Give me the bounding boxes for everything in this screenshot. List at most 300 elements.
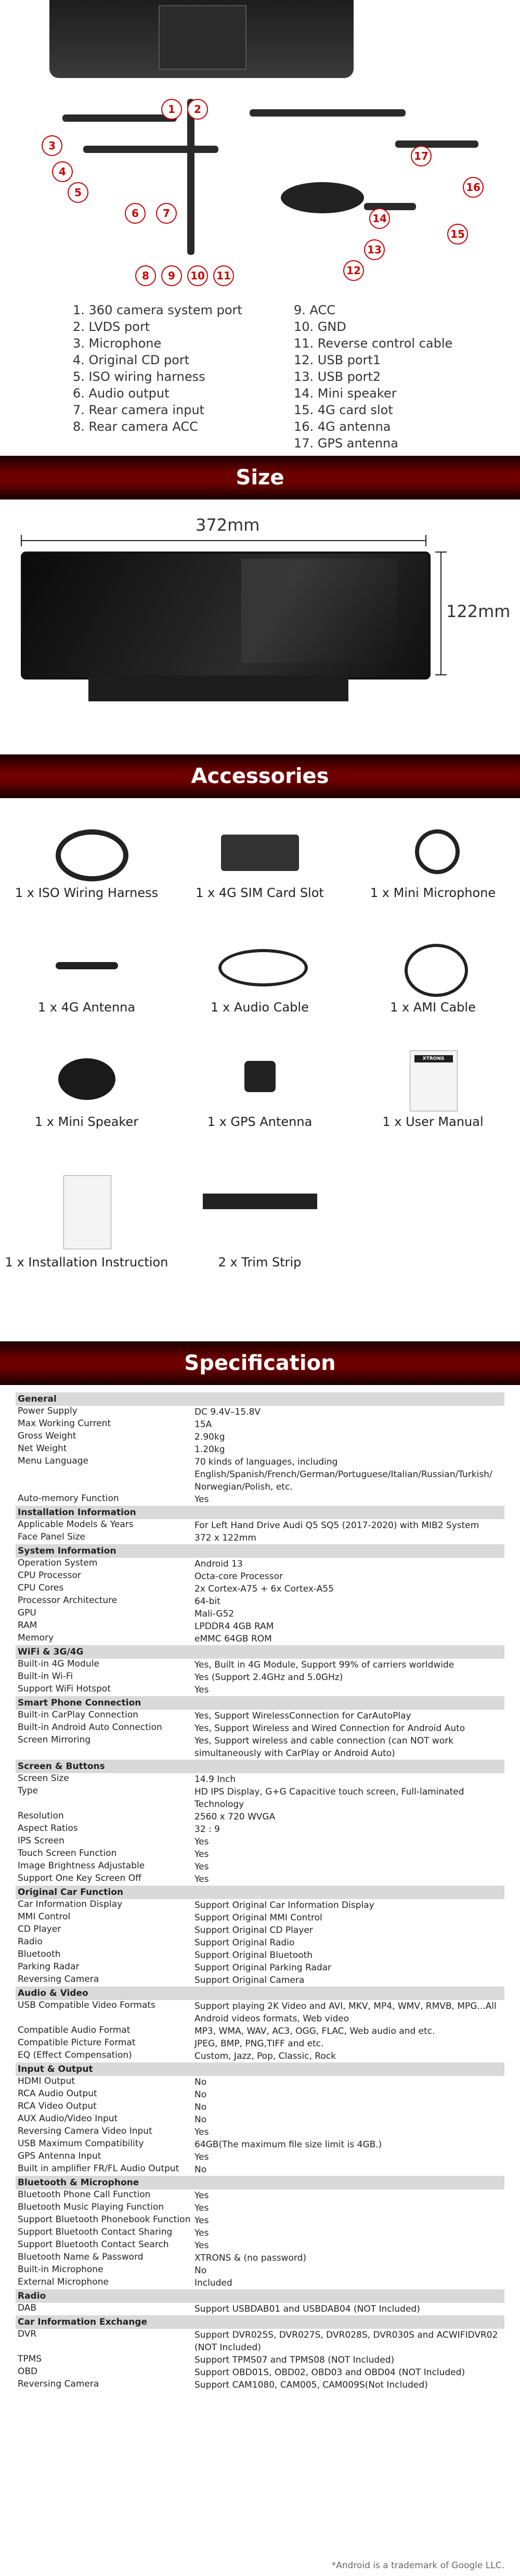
spec-row	[16, 2239, 504, 2252]
spec-category-row	[16, 1760, 504, 1773]
spec-value: 64GB(The maximum file size limit is 4GB.)	[194, 2139, 382, 2150]
port-item: 11. Reverse control cable	[294, 336, 453, 351]
spec-value: Yes	[194, 1874, 209, 1885]
spec-value: eMMC 64GB ROM	[194, 1634, 272, 1644]
port-item: 15. 4G card slot	[294, 403, 393, 417]
spec-key: Compatible Picture Format	[18, 2037, 136, 2048]
spec-value: Android 13	[194, 1559, 243, 1569]
cable-line	[83, 146, 218, 153]
spec-category-title: Screen & Buttons	[18, 1761, 105, 1772]
mini-speaker-shape	[281, 182, 364, 213]
port-item: 8. Rear camera ACC	[73, 419, 198, 434]
spec-row	[16, 1456, 504, 1493]
trim-strip-icon	[203, 1194, 317, 1209]
spec-row	[16, 2037, 504, 2050]
spec-key: Parking Radar	[18, 1962, 80, 1972]
spec-row	[16, 2025, 504, 2037]
spec-category-row	[16, 2289, 504, 2303]
port-item: 3. Microphone	[73, 336, 162, 351]
spec-category-title: Original Car Function	[18, 1887, 124, 1898]
spec-key: RCA Audio Output	[18, 2088, 97, 2099]
spec-value: Yes	[194, 2152, 209, 2162]
spec-row	[16, 2126, 504, 2138]
spec-key: Applicable Models & Years	[18, 1519, 134, 1530]
spec-key: Bluetooth Phone Call Function	[18, 2189, 151, 2200]
spec-value: 2560 x 720 WVGA	[194, 1812, 276, 1822]
spec-row	[16, 2366, 504, 2379]
spec-value: Yes, Support Wireless and Wired Connection for Android Auto	[194, 1723, 465, 1734]
spec-key: Built-in 4G Module	[18, 1659, 99, 1669]
spec-value: Yes	[194, 1837, 209, 1847]
spec-category-title: System Information	[18, 1546, 116, 1556]
spec-key: Bluetooth Music Playing Function	[18, 2202, 164, 2212]
spec-value: Support Original Bluetooth	[194, 1950, 313, 1960]
audio-cable-icon	[218, 949, 308, 986]
spec-row	[16, 1962, 504, 1974]
spec-key: Support One Key Screen Off	[18, 1873, 141, 1883]
size-section	[0, 499, 520, 754]
spec-row	[16, 1949, 504, 1962]
spec-row	[16, 2113, 504, 2126]
spec-category-row	[16, 1987, 504, 2000]
port-list-left	[73, 302, 242, 435]
spec-key: Operation System	[18, 1558, 98, 1568]
spec-row	[16, 1937, 504, 1949]
port-list-right	[294, 302, 452, 452]
spec-row	[16, 1558, 504, 1570]
microphone-icon	[415, 829, 460, 874]
spec-key: Reversing Camera Video Input	[18, 2126, 152, 2136]
spec-value: Octa-core Processor	[194, 1571, 283, 1582]
spec-row	[16, 1924, 504, 1937]
port-marker-13: 13	[364, 239, 385, 260]
spec-value: Yes, Support WirelessConnection for CarAutoPlay	[194, 1711, 411, 1721]
spec-key: GPS Antenna Input	[18, 2151, 101, 2161]
spec-row	[16, 2088, 504, 2101]
spec-row	[16, 1873, 504, 1886]
spec-key: EQ (Effect Compensation)	[18, 2050, 132, 2060]
port-item: 16. 4G antenna	[294, 419, 391, 434]
spec-category-row	[16, 2176, 504, 2189]
port-marker-3: 3	[42, 135, 62, 156]
cable-line	[250, 109, 406, 117]
cable-line	[364, 203, 416, 210]
spec-key: RAM	[18, 1620, 37, 1631]
spec-row	[16, 1823, 504, 1836]
spec-key: Built-in Wi-Fi	[18, 1671, 73, 1682]
spec-value: No	[194, 2114, 207, 2125]
accessory-iso-harness	[0, 819, 173, 900]
port-marker-16: 16	[463, 177, 484, 198]
spec-row	[16, 2138, 504, 2151]
spec-category-title: Radio	[18, 2291, 46, 2301]
spec-value: Yes (Support 2.4GHz and 5.0GHz)	[194, 1672, 343, 1683]
spec-category-title: Input & Output	[18, 2064, 93, 2074]
cable-line	[62, 114, 177, 122]
spec-value: Support CAM1080, CAM005, CAM009S(Not Included)	[194, 2380, 428, 2390]
cable-line	[187, 99, 194, 255]
port-item: 14. Mini speaker	[294, 386, 397, 401]
port-marker-14: 14	[369, 208, 390, 229]
spec-row	[16, 1899, 504, 1912]
height-dimension-line	[440, 552, 441, 675]
spec-key: DVR	[18, 2329, 37, 2339]
spec-value: Yes	[194, 2127, 209, 2137]
screen-housing	[88, 675, 348, 701]
spec-value: 372 x 122mm	[194, 1533, 256, 1543]
spec-key: Max Working Current	[18, 1418, 111, 1429]
spec-key: Bluetooth	[18, 1949, 61, 1959]
spec-row	[16, 1848, 504, 1861]
mounting-bracket	[159, 5, 246, 70]
trademark-note: *Android is a trademark of Google LLC.	[331, 2560, 504, 2571]
spec-key: Support Bluetooth Contact Search	[18, 2239, 169, 2250]
port-marker-11: 11	[213, 265, 234, 286]
spec-row	[16, 1974, 504, 1987]
port-marker-7: 7	[156, 203, 177, 224]
accessory-ami-cable	[346, 933, 519, 1015]
ami-cable-icon	[405, 944, 468, 997]
port-item: 6. Audio output	[73, 386, 170, 401]
spec-key: Bluetooth Name & Password	[18, 2252, 144, 2262]
port-marker-10: 10	[187, 265, 208, 286]
spec-row	[16, 1570, 504, 1583]
screen-image	[21, 552, 431, 680]
spec-row	[16, 1532, 504, 1544]
ports-section	[0, 0, 520, 456]
spec-key: Screen Size	[18, 1773, 69, 1784]
spec-value: Support OBD01S, OBD02, OBD03 and OBD04 (NOT Included)	[194, 2367, 465, 2378]
spec-key: Built-in Android Auto Connection	[18, 1722, 162, 1733]
spec-value: Yes	[194, 2215, 209, 2226]
spec-key: USB Compatible Video Formats	[18, 2000, 155, 2010]
spec-value: Support Original MMI Control	[194, 1913, 322, 1923]
accessory-user-manual	[346, 1048, 519, 1129]
spec-key: CD Player	[18, 1924, 61, 1934]
spec-category-title: General	[18, 1394, 57, 1404]
spec-key: Menu Language	[18, 1456, 88, 1466]
spec-key: Face Panel Size	[18, 1532, 86, 1542]
spec-category-title: Smart Phone Connection	[18, 1698, 141, 1708]
spec-key: Built-in CarPlay Connection	[18, 1710, 138, 1720]
spec-row	[16, 2214, 504, 2227]
spec-key: MMI Control	[18, 1912, 71, 1922]
spec-value: Included	[194, 2278, 232, 2288]
port-item: 5. ISO wiring harness	[73, 369, 205, 384]
spec-category-row	[16, 1544, 504, 1558]
accessory-4g-antenna	[0, 933, 173, 1015]
accessory-label: 1 x 4G SIM Card Slot	[196, 886, 324, 900]
screen-glare	[241, 559, 397, 663]
spec-row	[16, 1786, 504, 1811]
spec-row	[16, 1710, 504, 1722]
spec-value: 2.90kg	[194, 1432, 225, 1442]
spec-key: Type	[18, 1786, 38, 1796]
port-item: 7. Rear camera input	[73, 403, 205, 417]
spec-category-title: Audio & Video	[18, 1988, 88, 1998]
specification-section	[0, 1385, 520, 2576]
port-marker-6: 6	[125, 203, 146, 224]
spec-value: Support USBDAB01 and USBDAB04 (NOT Included)	[194, 2304, 420, 2314]
spec-row	[16, 1912, 504, 1924]
spec-row	[16, 1773, 504, 1786]
port-marker-9: 9	[161, 265, 182, 286]
head-unit-rear-image	[49, 0, 354, 78]
port-item: 2. LVDS port	[73, 319, 150, 334]
spec-key: Net Weight	[18, 1443, 67, 1454]
port-item: 12. USB port1	[294, 353, 381, 367]
spec-value: HD IPS Display, G+G Capacitive touch screen, Full-laminated Technology	[194, 1787, 464, 1810]
spec-row	[16, 2163, 504, 2176]
accessories-banner: Accessories	[0, 754, 520, 798]
accessory-mini-speaker	[0, 1048, 173, 1129]
spec-value: XTRONS & (no password)	[194, 2253, 307, 2263]
spec-row	[16, 1722, 504, 1735]
spec-value: JPEG, BMP, PNG,TIFF and etc.	[194, 2039, 324, 2049]
spec-row	[16, 1443, 504, 1456]
specification-table	[16, 1392, 504, 2391]
spec-key: TPMS	[18, 2354, 42, 2364]
spec-row	[16, 1659, 504, 1671]
spec-row	[16, 1811, 504, 1823]
spec-value: Support Original Car Information Display	[194, 1900, 374, 1911]
spec-key: Reversing Camera	[18, 2379, 99, 2389]
specification-banner: Specification	[0, 1341, 520, 1385]
spec-row	[16, 1418, 504, 1431]
spec-row	[16, 1431, 504, 1443]
spec-value: Support TPMS07 and TPMS08 (NOT Included)	[194, 2355, 395, 2365]
accessory-sim-slot	[173, 819, 346, 900]
spec-category-title: Car Information Exchange	[18, 2317, 148, 2327]
spec-key: External Microphone	[18, 2277, 109, 2287]
port-marker-5: 5	[68, 182, 88, 203]
spec-value: LPDDR4 4GB RAM	[194, 1621, 274, 1632]
spec-value: No	[194, 2164, 207, 2175]
port-marker-2: 2	[187, 99, 208, 120]
speaker-icon	[58, 1058, 115, 1100]
spec-category-row	[16, 2062, 504, 2076]
spec-key: Processor Architecture	[18, 1595, 118, 1606]
accessory-label: 1 x Mini Speaker	[34, 1114, 139, 1129]
spec-key: Aspect Ratios	[18, 1823, 78, 1834]
spec-value: Mali-G52	[194, 1609, 235, 1619]
port-marker-4: 4	[52, 161, 73, 182]
spec-key: Car Information Display	[18, 1899, 123, 1909]
port-marker-17: 17	[411, 146, 432, 166]
spec-value: No	[194, 2090, 207, 2100]
accessory-label: 2 x Trim Strip	[218, 1255, 302, 1270]
spec-row	[16, 2379, 504, 2391]
accessory-gps-antenna	[173, 1048, 346, 1129]
antenna-icon	[56, 962, 118, 969]
spec-value: 15A	[194, 1419, 212, 1430]
spec-row	[16, 1583, 504, 1595]
spec-row	[16, 2329, 504, 2354]
spec-value: Yes, Built in 4G Module, Support 99% of carriers worldwide	[194, 1660, 454, 1670]
spec-row	[16, 2101, 504, 2113]
accessory-label: 1 x ISO Wiring Harness	[15, 886, 159, 900]
spec-row	[16, 2303, 504, 2315]
spec-value: Support DVR025S, DVR027S, DVR028S, DVR030S and ACWIFIDVR02 (NOT Included)	[194, 2330, 498, 2353]
spec-row	[16, 2252, 504, 2264]
spec-value: Yes	[194, 1862, 209, 1872]
spec-value: Support playing 2K Video and AVI, MKV, MP4, WMV, RMVB, MPG...All Android videos formats, Web video	[194, 2001, 497, 2024]
accessory-label: 1 x User Manual	[382, 1114, 484, 1129]
spec-key: Support Bluetooth Phonebook Function	[18, 2214, 191, 2225]
spec-value: 14.9 Inch	[194, 1774, 236, 1785]
spec-key: OBD	[18, 2366, 38, 2377]
spec-key: Support Bluetooth Contact Sharing	[18, 2227, 173, 2237]
width-label: 372mm	[192, 515, 263, 535]
spec-value: No	[194, 2102, 207, 2112]
spec-value: 64-bit	[194, 1596, 220, 1607]
spec-row	[16, 2000, 504, 2025]
spec-key: DAB	[18, 2303, 37, 2313]
spec-category-row	[16, 1392, 504, 1406]
cable-diagram	[31, 78, 489, 286]
spec-key: USB Maximum Compatibility	[18, 2138, 144, 2149]
accessory-label: 1 x Mini Microphone	[370, 886, 496, 900]
spec-row	[16, 2151, 504, 2163]
cable-line	[395, 140, 478, 148]
spec-row	[16, 1608, 504, 1620]
spec-value: MP3, WMA, WAV, AC3, OGG, FLAC, Web audio and etc.	[194, 2026, 435, 2036]
spec-value: 70 kinds of languages, including English/Spanish/French/German/Portuguese/Italian/Russian/Turkish/ Norwegian/Polish, etc.	[194, 1457, 492, 1492]
spec-value: No	[194, 2265, 207, 2276]
spec-key: Radio	[18, 1937, 43, 1947]
wiring-harness-icon	[56, 829, 128, 881]
spec-row	[16, 1493, 504, 1506]
port-item: 17. GPS antenna	[294, 436, 398, 451]
accessory-label: 1 x GPS Antenna	[207, 1114, 313, 1129]
accessory-installation-instruction	[0, 1173, 173, 1270]
height-label: 122mm	[446, 601, 511, 621]
manual-logo: XTRONS	[414, 1055, 453, 1062]
spec-row	[16, 1671, 504, 1684]
accessory-trim-strip	[173, 1173, 346, 1270]
spec-key: Resolution	[18, 1811, 64, 1821]
spec-value: Support Original Radio	[194, 1938, 295, 1948]
spec-value: 2x Cortex-A75 + 6x Cortex-A55	[194, 1584, 334, 1594]
spec-category-row	[16, 2315, 504, 2329]
spec-value: Custom, Jazz, Pop, Classic, Rock	[194, 2051, 336, 2061]
port-item: 1. 360 camera system port	[73, 303, 242, 317]
spec-key: GPU	[18, 1608, 36, 1618]
size-banner: Size	[0, 456, 520, 499]
spec-row	[16, 1519, 504, 1532]
spec-row	[16, 1406, 504, 1418]
spec-key: Support WiFi Hotspot	[18, 1684, 111, 1694]
port-item: 13. USB port2	[294, 369, 381, 384]
spec-key: Touch Screen Function	[18, 1848, 117, 1859]
spec-key: Image Brightness Adjustable	[18, 1861, 145, 1871]
sim-card-slot-icon	[221, 835, 299, 871]
spec-value: Yes, Support wireless and cable connection (can NOT work simultaneously with CarPlay or Android Auto)	[194, 1736, 454, 1759]
port-marker-12: 12	[343, 260, 364, 281]
manual-icon	[410, 1050, 458, 1111]
spec-category-title: WiFi & 3G/4G	[18, 1647, 84, 1657]
port-marker-1: 1	[161, 99, 182, 120]
spec-row	[16, 2076, 504, 2088]
accessory-label: 1 x Installation Instruction	[5, 1255, 168, 1270]
spec-value: Yes	[194, 2228, 209, 2238]
spec-row	[16, 1684, 504, 1696]
spec-key: Screen Mirroring	[18, 1735, 91, 1745]
accessory-label: 1 x Audio Cable	[211, 1000, 309, 1015]
spec-value: Yes	[194, 2203, 209, 2213]
spec-key: Built-in Microphone	[18, 2264, 103, 2275]
accessories-section	[0, 798, 520, 1341]
accessory-label: 1 x AMI Cable	[390, 1000, 476, 1015]
spec-category-title: Installation Information	[18, 1507, 136, 1518]
spec-key: Power Supply	[18, 1406, 77, 1416]
spec-value: Support Original CD Player	[194, 1925, 313, 1936]
spec-value: Yes	[194, 1685, 209, 1695]
spec-value: Support Original Camera	[194, 1975, 305, 1985]
spec-key: HDMI Output	[18, 2076, 75, 2086]
spec-category-row	[16, 1645, 504, 1659]
spec-row	[16, 2227, 504, 2239]
spec-row	[16, 1633, 504, 1645]
spec-value: No	[194, 2077, 207, 2087]
spec-row	[16, 2189, 504, 2202]
spec-key: AUX Audio/Video Input	[18, 2113, 118, 2124]
spec-row	[16, 2277, 504, 2289]
spec-key: Built in amplifier FR/FL Audio Output	[18, 2163, 179, 2174]
port-item: 10. GND	[294, 319, 346, 334]
spec-value: 32 : 9	[194, 1824, 220, 1835]
spec-value: Yes	[194, 1849, 209, 1860]
spec-key: Compatible Audio Format	[18, 2025, 131, 2035]
spec-key: Reversing Camera	[18, 1974, 99, 1984]
spec-key: Auto-memory Function	[18, 1493, 119, 1504]
spec-row	[16, 1836, 504, 1848]
spec-key: CPU Cores	[18, 1583, 64, 1593]
spec-category-row	[16, 1506, 504, 1519]
spec-category-row	[16, 1886, 504, 1899]
spec-value: Yes	[194, 2240, 209, 2251]
spec-row	[16, 1620, 504, 1633]
spec-row	[16, 2202, 504, 2214]
accessory-audio-cable	[173, 933, 346, 1015]
spec-row	[16, 1735, 504, 1760]
gps-antenna-icon	[244, 1061, 276, 1092]
spec-row	[16, 2050, 504, 2062]
port-item: 9. ACC	[294, 303, 336, 317]
spec-key: IPS Screen	[18, 1836, 64, 1846]
spec-value: For Left Hand Drive Audi Q5 SQ5 (2017-2020) with MIB2 System	[194, 1520, 479, 1531]
accessory-label: 1 x 4G Antenna	[37, 1000, 136, 1015]
port-item: 4. Original CD port	[73, 353, 190, 367]
spec-key: Memory	[18, 1633, 54, 1643]
spec-value: 1.20kg	[194, 1444, 225, 1455]
spec-value: Support Original Parking Radar	[194, 1963, 332, 1973]
port-marker-15: 15	[447, 224, 468, 245]
spec-category-title: Bluetooth & Microphone	[18, 2177, 139, 2188]
width-dimension-line	[21, 540, 426, 541]
spec-category-row	[16, 1696, 504, 1710]
spec-value: DC 9.4V–15.8V	[194, 1407, 261, 1417]
spec-key: CPU Processor	[18, 1570, 81, 1581]
accessory-microphone	[346, 819, 519, 900]
spec-row	[16, 2264, 504, 2277]
spec-row	[16, 2354, 504, 2366]
spec-row	[16, 1861, 504, 1873]
spec-key: Gross Weight	[18, 1431, 76, 1441]
port-marker-8: 8	[135, 265, 156, 286]
spec-key: RCA Video Output	[18, 2101, 97, 2111]
spec-value: Yes	[194, 2190, 209, 2201]
